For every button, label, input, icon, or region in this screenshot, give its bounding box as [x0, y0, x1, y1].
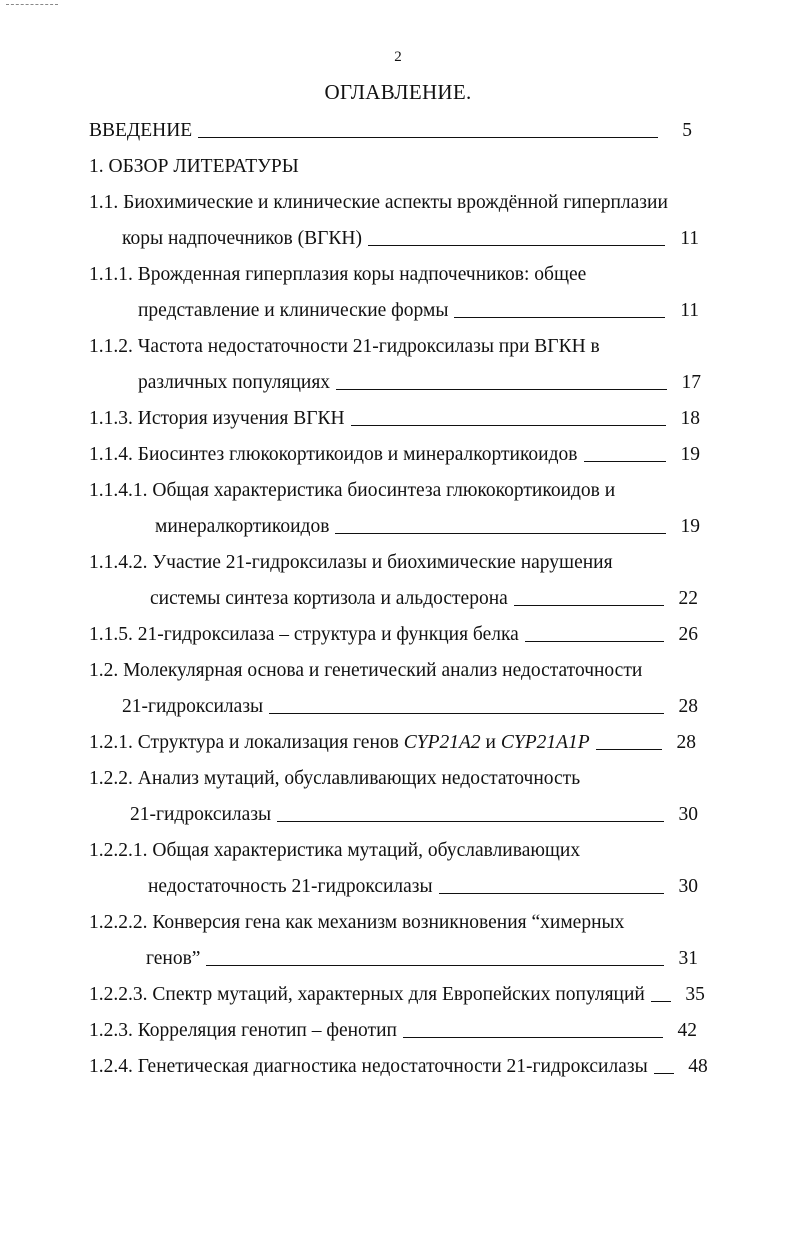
page-title: ОГЛАВЛЕНИЕ. — [324, 80, 472, 104]
toc-entry-1-1-line2[interactable] — [122, 220, 699, 250]
toc-entry-text: 1.1.4. Биосинтез глюкокортикоидов и минералкортикоидов — [89, 443, 578, 465]
toc-entry-text: 1.2.4. Генетическая диагностика недостаточности 21-гидроксилазы — [89, 1055, 648, 1077]
leader-line — [336, 389, 667, 390]
toc-entry-text: 1.1.4.2. Участие 21-гидроксилазы и биохимические нарушения — [89, 551, 613, 573]
toc-entry-1-1-4-2-line2[interactable] — [150, 580, 698, 610]
toc-text-prefix: 1.2.1. Структура и локализация генов — [89, 731, 404, 753]
leader-line — [198, 137, 658, 138]
toc-page-number: 30 — [678, 803, 698, 825]
toc-entry-1-2-2-2-line1[interactable] — [89, 904, 624, 934]
toc-page-number: 22 — [678, 587, 698, 609]
leader-line — [351, 425, 666, 426]
leader-line — [439, 893, 664, 894]
toc-entry-text: коры надпочечников (ВГКН) — [122, 227, 362, 249]
toc-entry-1-2-2-line1[interactable] — [89, 760, 580, 790]
toc-entry-1-1-line1[interactable] — [89, 184, 668, 214]
toc-page-number: 31 — [678, 947, 698, 969]
leader-line — [525, 641, 664, 642]
toc-entry-1-1-1-line2[interactable] — [138, 292, 699, 322]
toc-entry-1-2-2-line2[interactable] — [130, 796, 698, 826]
leader-line — [514, 605, 664, 606]
leader-line — [654, 1073, 674, 1074]
toc-page-number: 28 — [678, 695, 698, 717]
toc-entry-text: 1.2.2.1. Общая характеристика мутаций, обуславливающих — [89, 839, 581, 861]
toc-page-number: 11 — [680, 299, 699, 321]
leader-line — [277, 821, 664, 822]
toc-text-conjunction: и — [480, 731, 501, 753]
page-number: 2 — [394, 49, 402, 65]
toc-entry-text: 1.2.2.3. Спектр мутаций, характерных для Европейских популяций — [89, 983, 645, 1005]
toc-entry-1-2-4[interactable] — [89, 1048, 708, 1078]
toc-entry-text: 21-гидроксилазы — [122, 695, 264, 717]
toc-page-number: 28 — [676, 731, 696, 753]
toc-entry-section-1[interactable] — [89, 148, 299, 178]
toc-entry-1-2-1[interactable] — [89, 724, 696, 754]
toc-entry-1-1-4-1-line1[interactable] — [89, 472, 615, 502]
toc-page-number: 35 — [685, 983, 705, 1005]
toc-entry-1-2-line1[interactable] — [89, 652, 642, 682]
toc-page-number: 30 — [678, 875, 698, 897]
leader-line — [368, 245, 665, 246]
toc-page-number: 19 — [680, 515, 700, 537]
toc-page-number: 17 — [681, 371, 701, 393]
toc-entry-text: 1.1.4.1. Общая характеристика биосинтеза глюкокортикоидов и — [89, 479, 616, 501]
toc-entry-1-2-2-2-line2[interactable] — [146, 940, 698, 970]
leader-line — [206, 965, 664, 966]
toc-entry-1-1-2-line2[interactable] — [138, 364, 701, 394]
toc-entry-text: минералкортикоидов — [155, 515, 330, 537]
leader-line — [403, 1037, 663, 1038]
toc-entry-1-1-4-2-line1[interactable] — [89, 544, 613, 574]
toc-entry-text: 21-гидроксилазы — [130, 803, 272, 825]
toc-entry-1-2-line2[interactable] — [122, 688, 698, 718]
toc-entry-text: 1.1. Биохимические и клинические аспекты врождённой гиперплазии — [89, 191, 668, 213]
toc-entry-text: 1.1.3. История изучения ВГКН — [89, 407, 345, 429]
toc-entry-1-2-3[interactable] — [89, 1012, 697, 1042]
toc-entry-text: различных популяциях — [138, 371, 331, 393]
gene-name-cyp21a1p: CYP21A1P — [500, 731, 590, 753]
toc-entry-text: 1.1.1. Врожденная гиперплазия коры надпочечников: общее — [89, 263, 587, 285]
toc-entry-text: 1.2.2. Анализ мутаций, обуславливающих недостаточность — [89, 767, 581, 789]
toc-entry-text: системы синтеза кортизола и альдостерона — [150, 587, 508, 609]
leader-line — [651, 1001, 671, 1002]
leader-line — [269, 713, 664, 714]
toc-entry-1-1-2-line1[interactable] — [89, 328, 600, 358]
gene-name-cyp21a2: CYP21A2 — [403, 731, 481, 753]
toc-page-number: 19 — [680, 443, 700, 465]
toc-page-number: 5 — [682, 119, 692, 141]
toc-entry-1-1-4[interactable] — [89, 436, 700, 466]
toc-entry-text: 1.1.5. 21-гидроксилаза – структура и функция белка — [89, 623, 519, 645]
toc-entry-intro[interactable] — [89, 112, 692, 142]
toc-entry-text: 1.2.2.2. Конверсия гена как механизм возникновения “химерных — [89, 911, 625, 933]
toc-entry-text: 1.2. Молекулярная основа и генетический анализ недостаточности — [89, 659, 643, 681]
toc-entry-text: недостаточность 21-гидроксилазы — [148, 875, 433, 897]
toc-entry-1-1-1-line1[interactable] — [89, 256, 586, 286]
toc-entry-1-1-5[interactable] — [89, 616, 698, 646]
toc-entry-text: генов” — [146, 947, 201, 969]
toc-entry-1-1-4-1-line2[interactable] — [155, 508, 700, 538]
leader-line — [454, 317, 665, 318]
toc-page-number: 48 — [688, 1055, 708, 1077]
toc-page-number: 42 — [677, 1019, 697, 1041]
toc-entry-text — [89, 733, 590, 755]
toc-page-number: 18 — [680, 407, 700, 429]
scan-mark — [6, 4, 58, 5]
leader-line — [596, 749, 662, 750]
toc-entry-text: представление и клинические формы — [138, 299, 449, 321]
leader-line — [584, 461, 667, 462]
toc-entry-text: 1.1.2. Частота недостаточности 21-гидроксилазы при ВГКН в — [89, 335, 600, 357]
toc-page-number: 26 — [678, 623, 698, 645]
toc-page-number: 11 — [680, 227, 699, 249]
toc-entry-1-2-2-1-line1[interactable] — [89, 832, 580, 862]
toc-entry-1-2-2-1-line2[interactable] — [148, 868, 698, 898]
toc-entry-text: 1.2.3. Корреляция генотип – фенотип — [89, 1019, 397, 1041]
leader-line — [335, 533, 666, 534]
toc-entry-1-2-2-3[interactable] — [89, 976, 705, 1006]
toc-entry-text: 1. ОБЗОР ЛИТЕРАТУРЫ — [89, 155, 299, 177]
toc-entry-1-1-3[interactable] — [89, 400, 700, 430]
toc-entry-text: ВВЕДЕНИЕ — [89, 119, 193, 141]
